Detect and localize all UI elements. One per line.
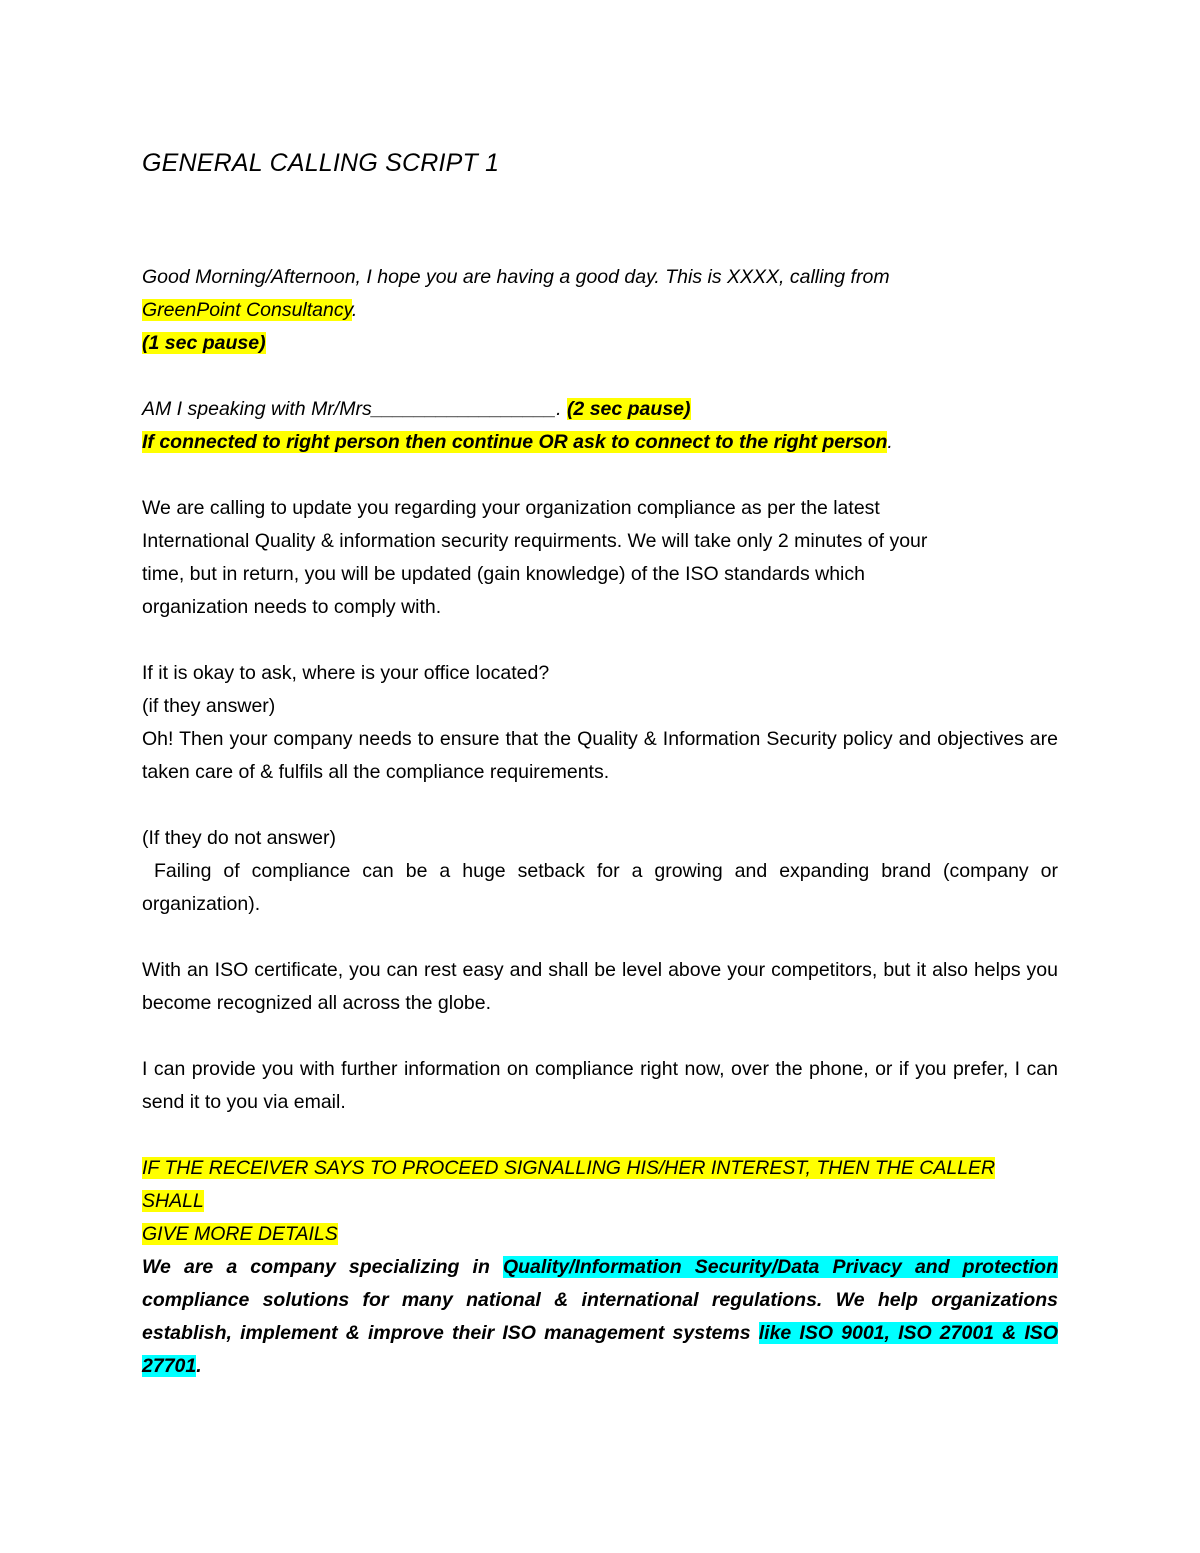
purpose-line-3: time, but in return, you will be updated (gain knowledge) of the ISO standards which — [142, 563, 865, 585]
if-no-answer-label: (If they do not answer) — [142, 827, 337, 849]
name-blank: _________________ — [371, 398, 557, 420]
iso-standards-highlight: like ISO 9001, ISO 27001 & ISO 27701 — [142, 1322, 1058, 1377]
proceed-line-2: GIVE MORE DETAILS — [142, 1223, 338, 1245]
document-body — [142, 145, 1064, 1383]
purpose-line-2: International Quality & information security requirments. We will take only 2 minutes of your — [142, 530, 928, 552]
offer-info-paragraph: I can provide you with further information on compliance right now, over the phone, or if you prefer, I can send it to you via email. — [142, 1058, 1058, 1113]
greeting-text: Good Morning/Afternoon, I hope you are having a good day. This is XXXX, calling from — [142, 266, 890, 288]
services-highlight: Quality/Information Security/Data Privacy and protection — [502, 1256, 1059, 1278]
purpose-line-1: We are calling to update you regarding your organization compliance as per the latest — [142, 497, 880, 519]
company-desc-end: . — [196, 1355, 202, 1377]
pause-1-paragraph — [142, 327, 1058, 360]
no-answer-response: Failing of compliance can be a huge setback for a growing and expanding brand (company or organization). — [142, 860, 1064, 915]
proceed-instruction — [142, 1152, 1058, 1251]
answer-response: Oh! Then your company needs to ensure that the Quality & Information Security policy and objectives are taken care of & fulfils all the compliance requirements. — [142, 728, 1058, 783]
connect-instruction-highlight: If connected to right person then continue OR ask to connect to the right person — [142, 431, 888, 453]
company-desc-part-2: compliance solutions for many national & international regulations. We help organizations establish, implement & improve their ISO management systems — [142, 1289, 1058, 1344]
greeting-end: . — [351, 299, 358, 321]
iso-benefit-paragraph: With an ISO certificate, you can rest easy and shall be level above your competitors, but it also helps you become recognized all across the globe. — [142, 959, 1058, 1014]
pause-2-highlight: (2 sec pause) — [566, 398, 691, 420]
purpose-paragraph — [142, 492, 1058, 624]
pause-1-highlight: (1 sec pause) — [142, 332, 266, 354]
proceed-line-1: IF THE RECEIVER SAYS TO PROCEED SIGNALLING HIS/HER INTEREST, THEN THE CALLER SHALL — [142, 1157, 996, 1212]
company-desc-part-1: We are a company specializing in — [142, 1256, 503, 1278]
if-answer-label: (if they answer) — [142, 695, 276, 717]
document-title: GENERAL CALLING SCRIPT 1 — [142, 149, 500, 177]
ask-name-dot: . — [556, 398, 567, 420]
purpose-line-4: organization needs to comply with. — [142, 596, 442, 618]
office-question: If it is okay to ask, where is your office located? — [142, 662, 550, 684]
connect-dot: . — [887, 431, 893, 453]
greeting-paragraph — [142, 261, 1058, 327]
ask-name-text: AM I speaking with Mr/Mrs — [142, 398, 372, 420]
connect-instruction-paragraph — [142, 426, 1058, 459]
company-description — [142, 1251, 1058, 1383]
ask-name-paragraph — [142, 393, 1058, 426]
company-name-highlight: GreenPoint Consultancy — [142, 299, 352, 321]
